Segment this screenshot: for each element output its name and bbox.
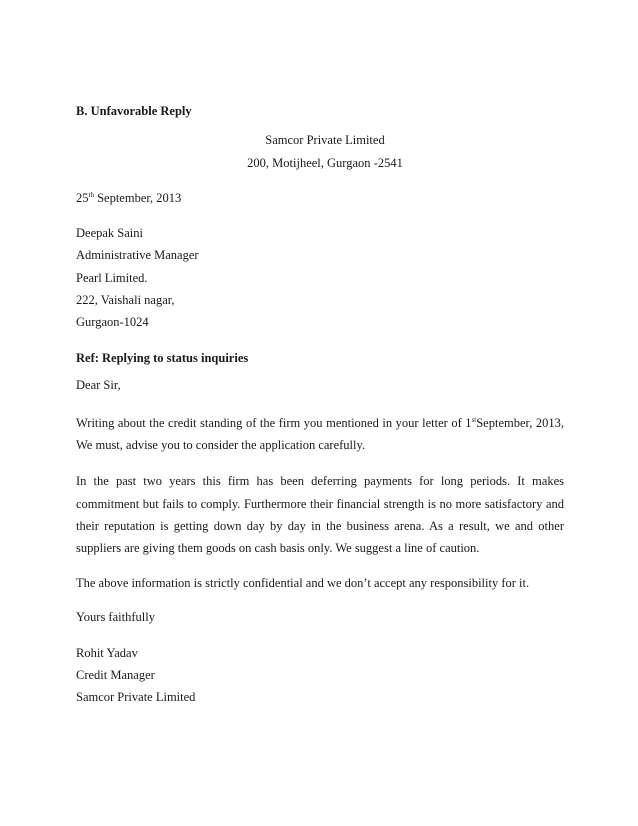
recipient-company: Pearl Limited. (76, 271, 148, 285)
p1-superscript: st (471, 415, 477, 424)
signature-title: Credit Manager (76, 668, 155, 682)
paragraph3: The above information is strictly confidential and we don’t accept any responsibility for it. (76, 576, 530, 590)
paragraph1-line1 (76, 415, 564, 432)
paragraph2-line3: their reputation is getting down day by day in the business arena. As a result, we and other (76, 519, 564, 533)
p1-text-a: Writing about the credit standing of the firm you mentioned in your letter of 1 (76, 416, 472, 430)
recipient-title: Administrative Manager (76, 248, 199, 262)
recipient-name: Deepak Saini (76, 226, 143, 240)
recipient-city: Gurgaon-1024 (76, 315, 149, 329)
signature-name: Rohit Yadav (76, 646, 138, 660)
sender-company: Samcor Private Limited (265, 133, 385, 147)
recipient-street: 222, Vaishali nagar, (76, 293, 175, 307)
sender-address: 200, Motijheel, Gurgaon -2541 (247, 156, 403, 170)
date-suffix: th (88, 190, 94, 199)
paragraph2-line4: suppliers are giving them goods on cash basis only. We suggest a line of caution. (76, 541, 480, 555)
letter-date (76, 190, 181, 207)
date-rest: September, 2013 (93, 191, 182, 205)
paragraph1-line2: We must, advise you to consider the application carefully. (76, 438, 366, 452)
paragraph2-line1: In the past two years this firm has been deferring payments for long periods. It makes (76, 474, 564, 488)
paragraph2-line2: commitment but fails to comply. Furthermore their financial strength is no more satisfactory and (76, 497, 564, 511)
closing: Yours faithfully (76, 610, 155, 624)
date-day: 25 (76, 191, 89, 205)
reference-line: Ref: Replying to status inquiries (76, 351, 249, 365)
section-heading: B. Unfavorable Reply (76, 104, 192, 118)
signature-company: Samcor Private Limited (76, 690, 196, 704)
p1-text-b: September, 2013, (476, 416, 564, 430)
salutation: Dear Sir, (76, 378, 121, 392)
